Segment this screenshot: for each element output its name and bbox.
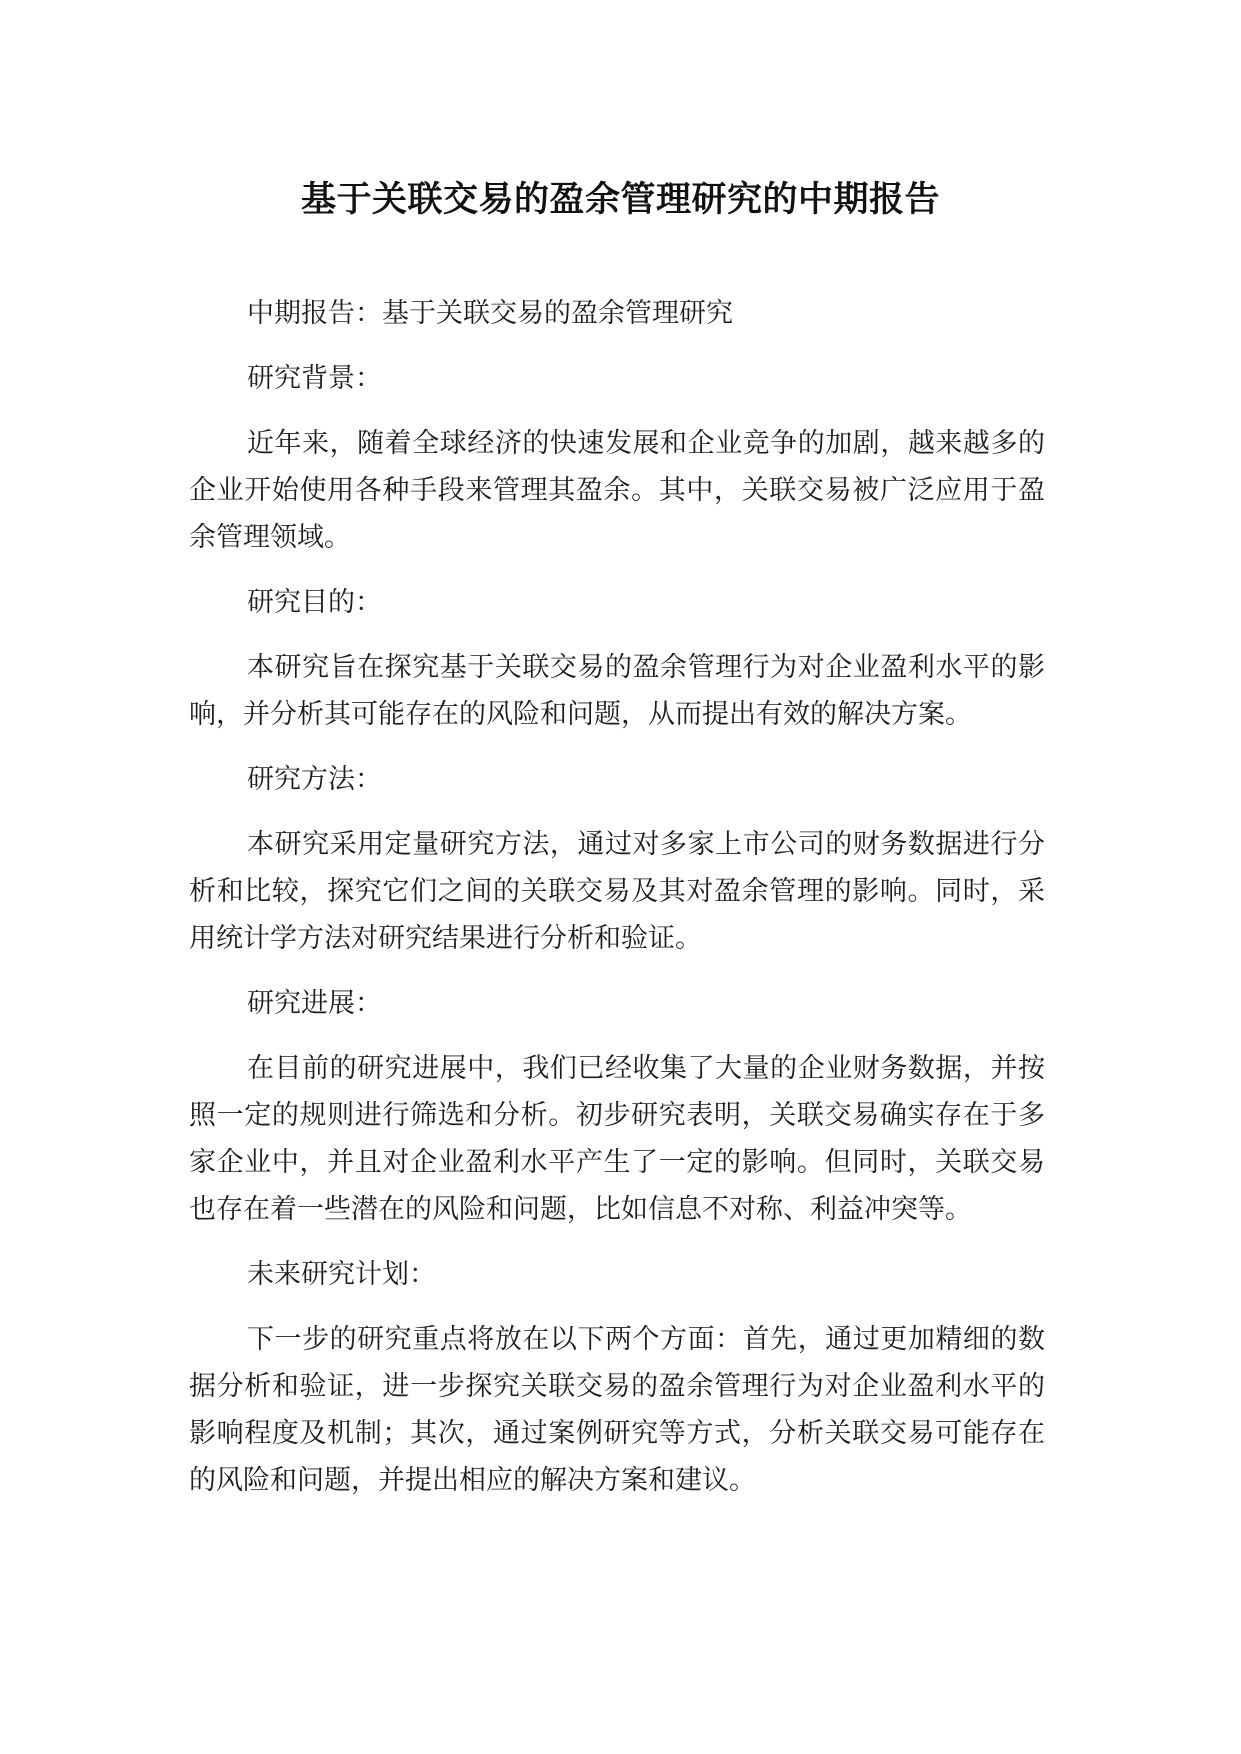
section-heading-purpose: 研究目的： [247, 587, 382, 618]
paragraph-background: 近年来，随着全球经济的快速发展和企业竞争的加剧，越来越多的企业开始使用各种手段来管理其盈余。其中，关联交易被广泛应用于盈余管理领域。 [189, 428, 1045, 553]
report-subtitle: 中期报告：基于关联交易的盈余管理研究 [247, 298, 733, 329]
paragraph-future-plan: 下一步的研究重点将放在以下两个方面：首先，通过更加精细的数据分析和验证，进一步探究关联交易的盈余管理行为对企业盈利水平的影响程度及机制；其次，通过案例研究等方式，分析关联交易可能存在的风险和问题，并提出相应的解决方案和建议。 [189, 1324, 1045, 1496]
paragraph-method: 本研究采用定量研究方法，通过对多家上市公司的财务数据进行分析和比较，探究它们之间的关联交易及其对盈余管理的影响。同时，采用统计学方法对研究结果进行分析和验证。 [189, 829, 1045, 954]
document-body [189, 290, 1045, 1522]
paragraph-purpose: 本研究旨在探究基于关联交易的盈余管理行为对企业盈利水平的影响，并分析其可能存在的风险和问题，从而提出有效的解决方案。 [189, 652, 1045, 730]
section-heading-future-plan: 未来研究计划： [247, 1259, 436, 1290]
section-heading-progress: 研究进展： [247, 988, 382, 1019]
paragraph-progress: 在目前的研究进展中，我们已经收集了大量的企业财务数据，并按照一定的规则进行筛选和分析。初步研究表明，关联交易确实存在于多家企业中，并且对企业盈利水平产生了一定的影响。但同时，关联交易也存在着一些潜在的风险和问题，比如信息不对称、利益冲突等。 [189, 1053, 1045, 1225]
section-heading-background: 研究背景： [247, 363, 382, 394]
document-title: 基于关联交易的盈余管理研究的中期报告 [300, 180, 940, 220]
section-heading-method: 研究方法： [247, 764, 382, 795]
